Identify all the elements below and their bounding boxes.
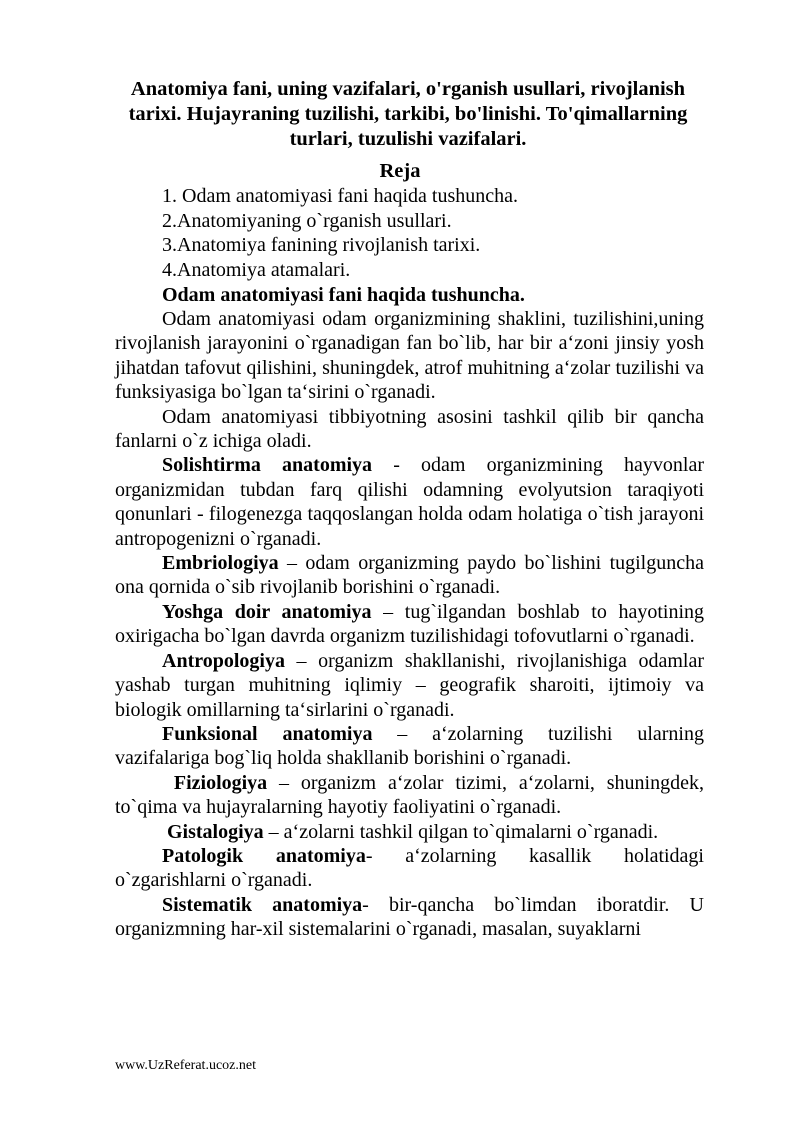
term: Fiziologiya xyxy=(162,771,268,794)
paragraph xyxy=(115,453,704,551)
paragraph-text: – odam organizming paydo bo`lishini tugilguncha ona qornida o`sib rivojlanib borishini o`rganadi. xyxy=(115,552,704,599)
plan-list xyxy=(162,184,518,282)
paragraph-text: - bir-qancha bo`limdan iboratdir. U organizmning har-xil sistemalarini o`rganadi, masalan, suyaklarni xyxy=(115,893,705,941)
paragraph xyxy=(115,307,704,405)
term: Funksional anatomiya xyxy=(162,722,373,745)
paragraph xyxy=(115,405,704,454)
paragraph xyxy=(115,820,704,844)
paragraph xyxy=(115,844,704,893)
plan-item: 4.Anatomiya atamalari. xyxy=(162,258,351,281)
paragraph-text: - a‘zolarning kasallik holatidagi o`zgarishlarni o`rganadi. xyxy=(115,844,704,892)
paragraph-text: – a‘zolarning tuzilishi ularning vazifalariga bog`liq holda shakllanib borishini o`rganadi. xyxy=(115,722,704,770)
paragraph-text: Odam anatomiyasi tibbiyotning asosini tashkil qilib bir qancha fanlarni o`z ichiga oladi. xyxy=(115,405,704,453)
paragraph-text: - odam organizmining hayvonlar organizmidan tubdan farq qilishi odamning evolyutsion taraqiyoti qonunlari - filogenezga taqqoslangan holda odam holatiga o`tish jarayoni antropogenizni o`rganadi. xyxy=(115,454,704,550)
paragraph xyxy=(115,893,704,942)
paragraph-text: – tug`ilgandan boshlab to hayotining oxirigacha bo`lgan davrda organizm tuzilishidagi tofovutlarni o`rganadi. xyxy=(115,600,704,648)
document-body xyxy=(115,307,704,942)
paragraph-text: Odam anatomiyasi odam organizmining shaklini, tuzilishini,uning rivojlanish jarayonini o`rganadigan fan bo`lib, har bir a‘zoni jinsiy yosh jihatdan tafovut qilishini, shuningdek, atrof muhitning a‘zolar tuzilishi va funksiyasiga bo`lgan ta‘sirini o`rganadi. xyxy=(115,308,704,404)
document-title: Anatomiya fani, uning vazifalari, o'rganish usullari, rivojlanish tarixi. Hujayraning tuzilishi, tarkibi, bo'linishi. To'qimallarning turlari, tuzulishi vazifalari. xyxy=(128,78,688,150)
paragraph-text: – a‘zolarni tashkil qilgan to`qimalarni o`rganadi. xyxy=(263,820,659,843)
term: Solishtirma anatomiya xyxy=(162,454,373,477)
term: Embriologiya xyxy=(162,552,279,575)
plan-heading: Reja xyxy=(379,160,421,182)
paragraph-text: – organizm a‘zolar tizimi, a‘zolarni, shuningdek, to`qima va hujayralarning hayotiy faoliyatini o`rganadi. xyxy=(115,771,704,819)
paragraph xyxy=(115,649,704,722)
term: Sistematik anatomiya xyxy=(162,893,363,916)
footer-url: www.UzReferat.ucoz.net xyxy=(115,1058,256,1073)
paragraph xyxy=(115,600,704,649)
term: Patologik anatomiya xyxy=(162,844,366,867)
plan-item: 2.Anatomiyaning o`rganish usullari. xyxy=(162,209,452,232)
section-heading: Odam anatomiyasi fani haqida tushuncha. xyxy=(162,284,525,306)
term: Antropologiya xyxy=(162,649,285,672)
plan-item: 3.Anatomiya fanining rivojlanish tarixi. xyxy=(162,234,481,256)
term: Yoshga doir anatomiya xyxy=(162,600,372,623)
paragraph-text: – organizm shakllanishi, rivojlanishiga odamlar yashab turgan muhitning iqlimiy – geografik sharoiti, ijtimoiy va biologik omillarning ta‘sirlarini o`rganadi. xyxy=(115,649,704,721)
plan-item: 1. Odam anatomiyasi fani haqida tushuncha. xyxy=(162,185,519,207)
paragraph xyxy=(115,722,704,771)
paragraph xyxy=(115,551,704,600)
paragraph xyxy=(115,771,704,820)
term: Gistalogiya xyxy=(162,820,264,843)
